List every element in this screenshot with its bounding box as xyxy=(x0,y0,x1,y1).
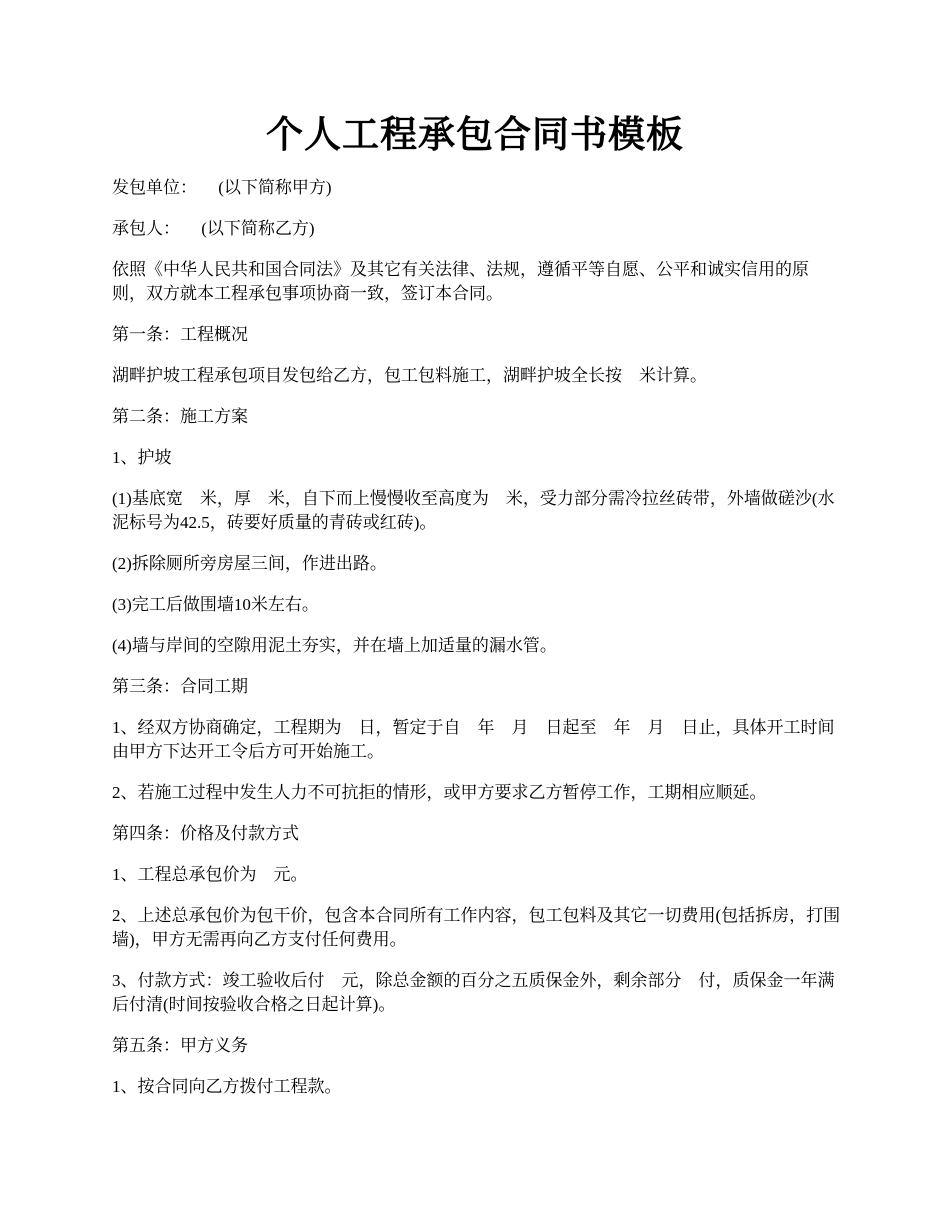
heading-article-4: 第四条：价格及付款方式 xyxy=(112,824,299,843)
paragraph-article-3-clause-1: 1、经双方协商确定，工程期为 日，暂定于自 年 月 日起至 年 月 日止，具体开工时间由甲方下达开工令后方可开始施工。 xyxy=(112,718,835,761)
paragraph-contractor-party: 发包单位： (以下简称甲方) xyxy=(112,178,332,197)
heading-article-2: 第二条：施工方案 xyxy=(112,407,248,426)
heading-article-3: 第三条：合同工期 xyxy=(112,677,248,696)
paragraph-item-2: (2)拆除厕所旁房屋三间，作进出路。 xyxy=(112,554,387,573)
paragraph-preamble: 依照《中华人民共和国合同法》及其它有关法律、法规，遵循平等自愿、公平和诚实信用的原则，双方就本工程承包事项协商一致，签订本合同。 xyxy=(112,260,809,303)
paragraph-item-4: (4)墙与岸间的空隙用泥土夯实，并在墙上加适量的漏水管。 xyxy=(112,636,557,655)
paragraph-article-4-clause-1: 1、工程总承包价为 元。 xyxy=(112,865,308,884)
paragraph-slope-protection: 1、护坡 xyxy=(112,448,172,467)
paragraph-article-5-clause-1: 1、按合同向乙方拨付工程款。 xyxy=(112,1077,342,1096)
paragraph-item-1: (1)基底宽 米，厚 米，自下而上慢慢收至高度为 米，受力部分需冷拉丝砖带，外墙做磋沙(水泥标号为42.5，砖要好质量的青砖或红砖)。 xyxy=(112,489,835,532)
document-body xyxy=(112,176,842,1116)
paragraph-article-3-clause-2: 2、若施工过程中发生人力不可抗拒的情形，或甲方要求乙方暂停工作，工期相应顺延。 xyxy=(112,783,767,802)
paragraph-article-1-body: 湖畔护坡工程承包项目发包给乙方，包工包料施工，湖畔护坡全长按 米计算。 xyxy=(112,366,707,385)
paragraph-contracted-party: 承包人： (以下简称乙方) xyxy=(112,219,315,238)
paragraph-article-4-clause-2: 2、上述总承包价为包干价，包含本合同所有工作内容，包工包料及其它一切费用(包括拆房，打围墙)，甲方无需再向乙方支付任何费用。 xyxy=(112,906,841,949)
document-title: 个人工程承包合同书模板 xyxy=(266,115,684,156)
heading-article-5: 第五条：甲方义务 xyxy=(112,1036,248,1055)
paragraph-item-3: (3)完工后做围墙10米左右。 xyxy=(112,595,319,614)
heading-article-1: 第一条：工程概况 xyxy=(112,325,248,344)
paragraph-article-4-clause-3: 3、付款方式：竣工验收后付 元，除总金额的百分之五质保金外，剩余部分 付，质保金一年满后付清(时间按验收合格之日起计算)。 xyxy=(112,971,835,1014)
